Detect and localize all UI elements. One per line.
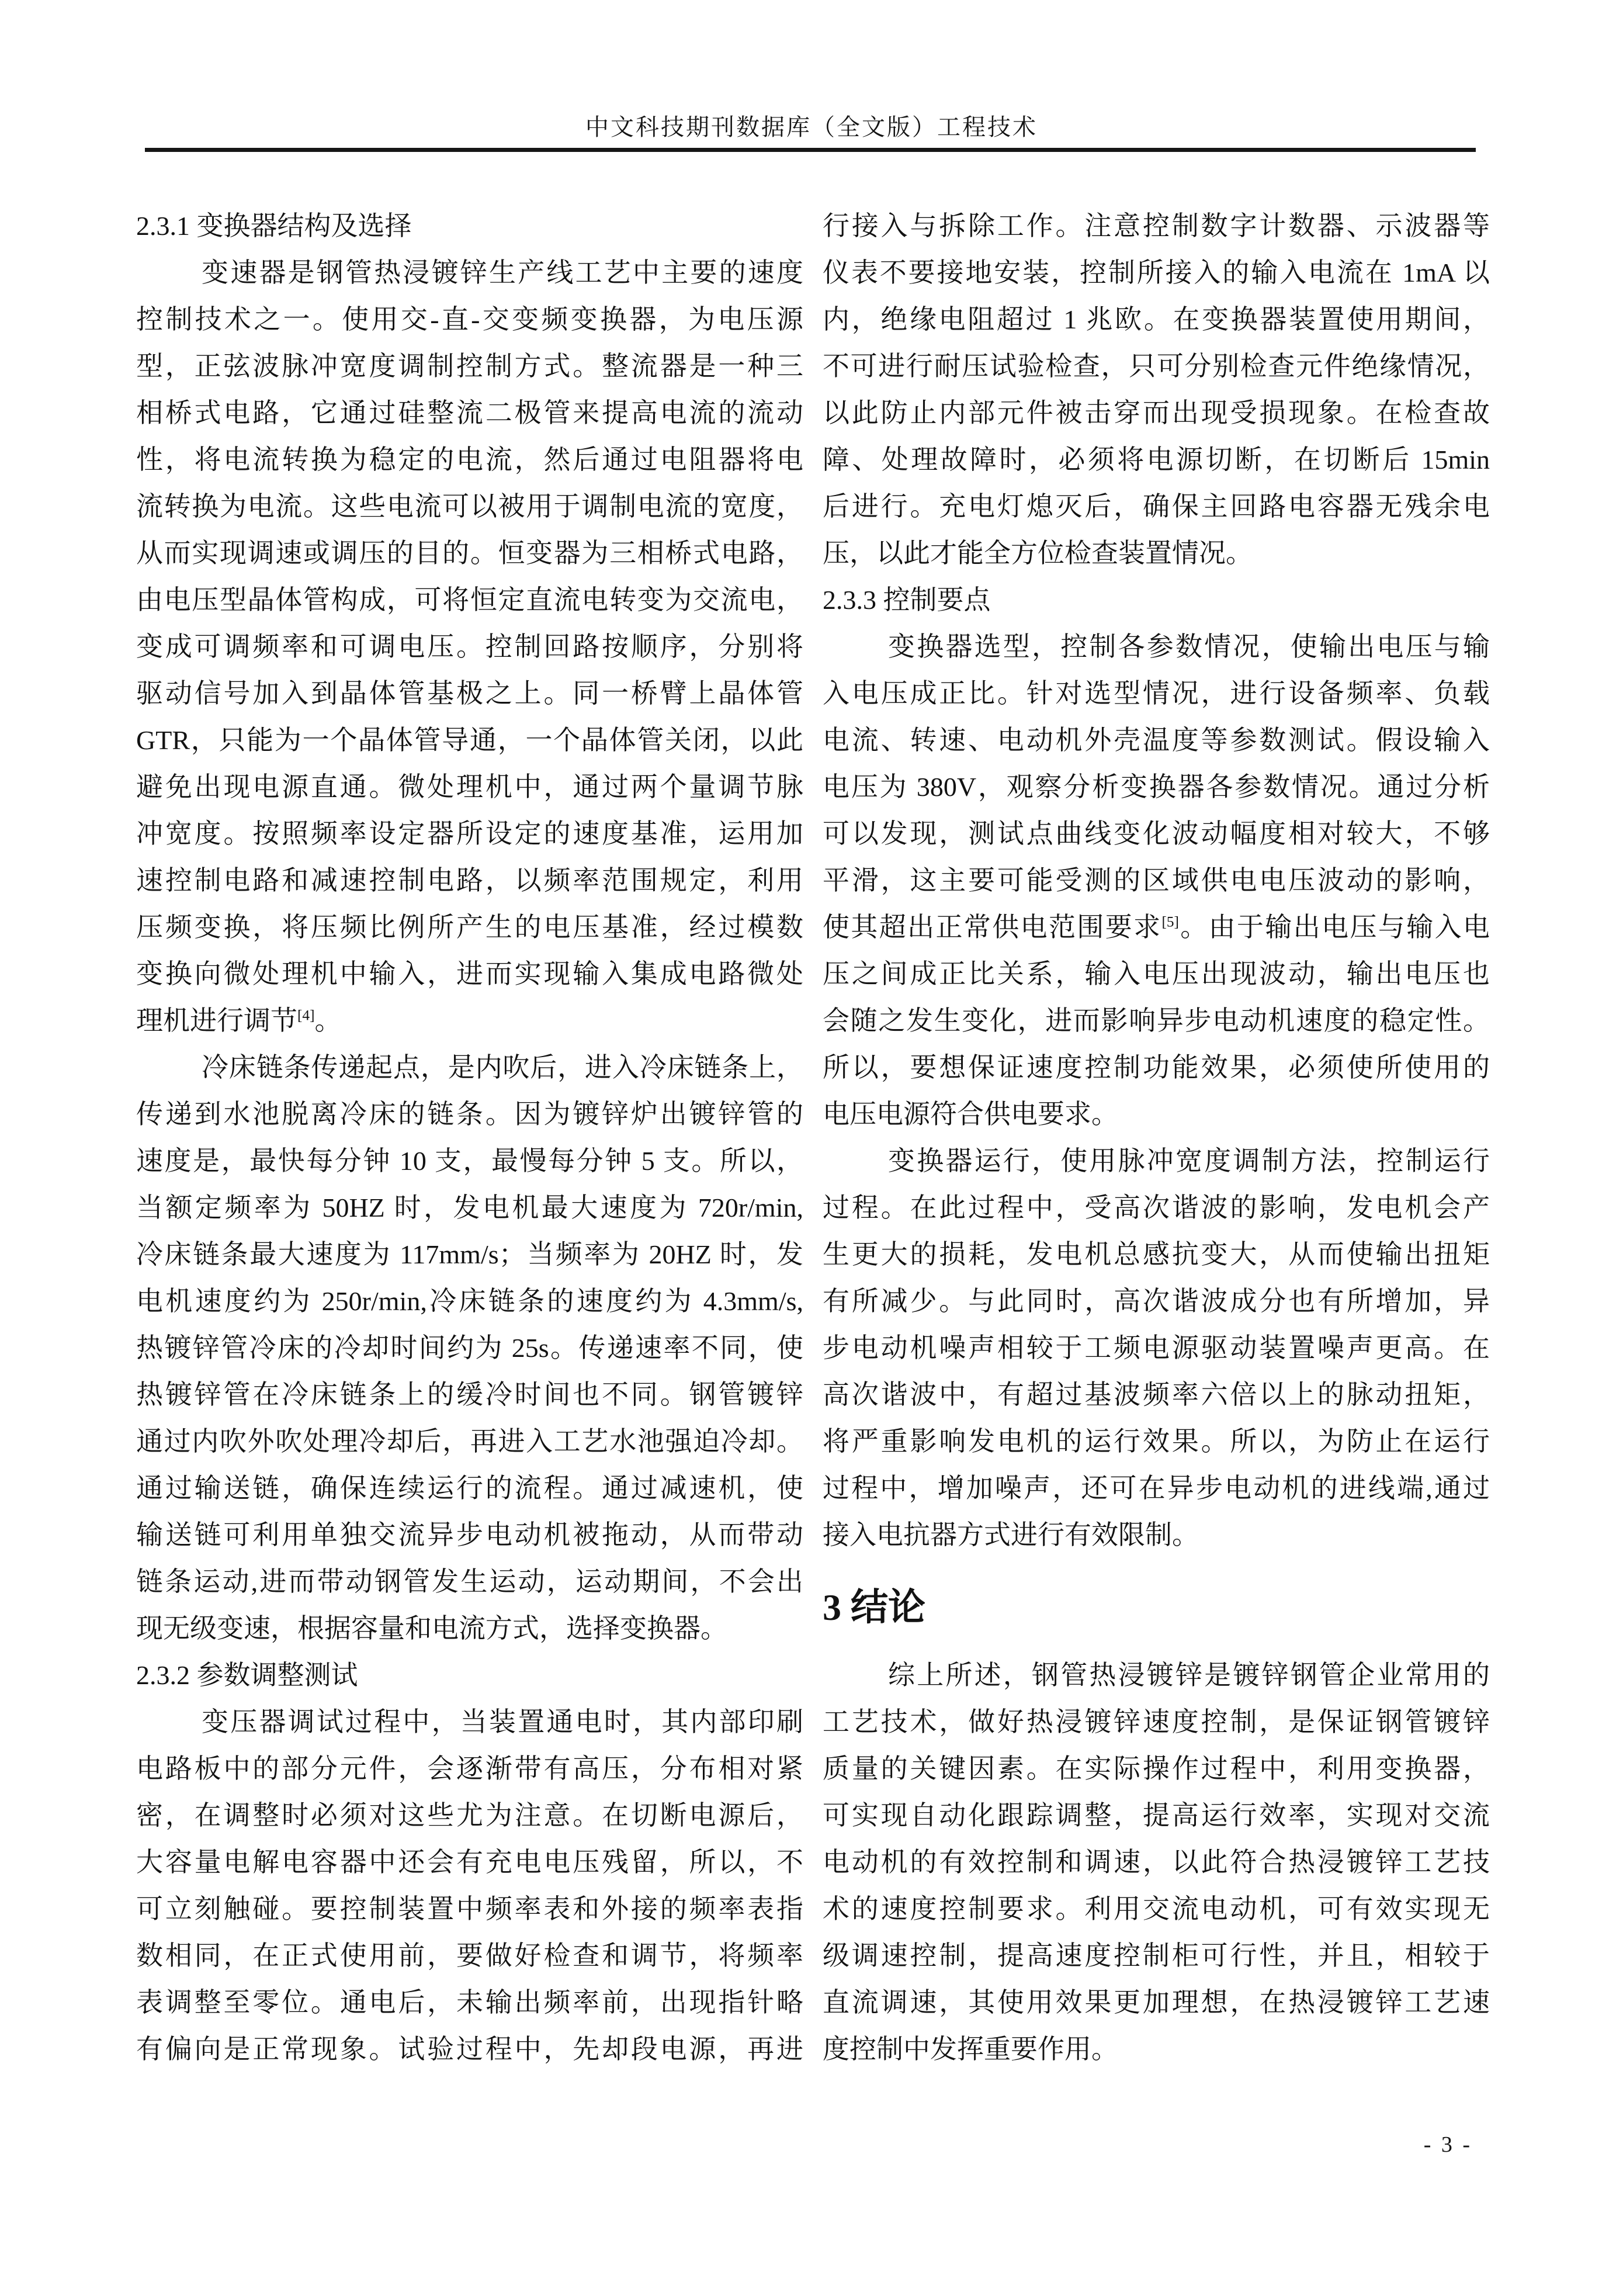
- text-line: 变速器是钢管热浸镀锌生产线工艺中主要的速度: [202, 258, 803, 288]
- text-line: 过程中，增加噪声，还可在异步电动机的进线端,通过: [823, 1473, 1490, 1503]
- text-line: 密，在调整时必须对这些尤为注意。在切断电源后，: [136, 1800, 803, 1830]
- text-line: 电压电源符合供电要求。: [823, 1099, 1118, 1129]
- text-line: 障、处理故障时，必须将电源切断，在切断后 15min: [823, 445, 1490, 475]
- subsection-heading: 2.3.2 参数调整测试: [136, 1660, 358, 1690]
- text-line: 级调速控制，提高速度控制柜可行性，并且，相较于: [823, 1941, 1490, 1971]
- text-line: 电压为 380V，观察分析变换器各参数情况。通过分析: [823, 772, 1490, 802]
- text-line: 将严重影响发电机的运行效果。所以，为防止在运行: [823, 1426, 1490, 1456]
- text-line: 直流调速，其使用效果更加理想，在热浸镀锌工艺速: [823, 1987, 1490, 2017]
- text-line: 性，将电流转换为稳定的电流，然后通过电阻器将电: [136, 445, 803, 475]
- text-line: 变换器运行，使用脉冲宽度调制方法，控制运行: [888, 1146, 1490, 1176]
- text-line: 仪表不要接地安装，控制所接入的输入电流在 1mA 以: [823, 258, 1490, 288]
- left-column: [136, 203, 803, 2073]
- citation-superscript: [5]: [1161, 913, 1179, 930]
- text-line: 接入电抗器方式进行有效限制。: [823, 1520, 1199, 1550]
- text-line: 压频变换，将压频比例所产生的电压基准，经过模数: [136, 912, 803, 942]
- text-line: 相桥式电路，它通过硅整流二极管来提高电流的流动: [136, 398, 803, 428]
- text-line: 型，正弦波脉冲宽度调制控制方式。整流器是一种三: [136, 351, 803, 381]
- text-line: 工艺技术，做好热浸镀锌速度控制，是保证钢管镀锌: [823, 1707, 1490, 1737]
- text-line: 从而实现调速或调压的目的。恒变器为三相桥式电路，: [136, 538, 803, 568]
- text-line: 后进行。充电灯熄灭后，确保主回路电容器无残余电: [823, 491, 1490, 521]
- text-line: 过程。在此过程中，受高次谐波的影响，发电机会产: [823, 1193, 1490, 1223]
- text-line: 生更大的损耗，发电机总感抗变大，从而使输出扭矩: [823, 1239, 1490, 1269]
- text-line: 当额定频率为 50HZ 时，发电机最大速度为 720r/min,: [136, 1193, 803, 1223]
- text-line: 热镀锌管在冷床链条上的缓冷时间也不同。钢管镀锌: [136, 1380, 803, 1410]
- text-line: 有偏向是正常现象。试验过程中，先却段电源，再进: [136, 2034, 803, 2064]
- text-line: 压，以此才能全方位检查装置情况。: [823, 538, 1253, 568]
- text-line: 控制技术之一。使用交-直-交变频变换器，为电压源: [136, 304, 803, 334]
- text-line: 使其超出正常供电范围要求[5]。由于输出电压与输入电: [823, 912, 1490, 942]
- text-line: 度控制中发挥重要作用。: [823, 2034, 1118, 2064]
- text-line: 冲宽度。按照频率设定器所设定的速度基准，运用加: [136, 819, 803, 849]
- text-line: 可以发现，测试点曲线变化波动幅度相对较大，不够: [823, 819, 1490, 849]
- text-line: 传递到水池脱离冷床的链条。因为镀锌炉出镀锌管的: [136, 1099, 803, 1129]
- text-line: 电流、转速、电动机外壳温度等参数测试。假设输入: [823, 725, 1490, 755]
- text-line: 压之间成正比关系，输入电压出现波动，输出电压也: [823, 959, 1490, 989]
- text-line: 通过输送链，确保连续运行的流程。通过减速机，使: [136, 1473, 803, 1503]
- text-line: 电动机的有效控制和调速，以此符合热浸镀锌工艺技: [823, 1847, 1490, 1877]
- text-line: 高次谐波中，有超过基波频率六倍以上的脉动扭矩，: [823, 1380, 1490, 1410]
- text-line: 理机进行调节[4]。: [136, 1006, 342, 1036]
- text-line: 通过内吹外吹处理冷却后，再进入工艺水池强迫冷却。: [136, 1426, 803, 1456]
- text-line: 内，绝缘电阻超过 1 兆欧。在变换器装置使用期间，: [823, 304, 1490, 334]
- subsection-heading: 2.3.3 控制要点: [823, 585, 991, 615]
- right-column: [823, 203, 1490, 2073]
- text-line: GTR，只能为一个晶体管导通，一个晶体管关闭，以此: [136, 725, 803, 755]
- text-line: 由电压型晶体管构成，可将恒定直流电转变为交流电，: [136, 585, 803, 615]
- text-line: 冷床链条最大速度为 117mm/s；当频率为 20HZ 时，发: [136, 1239, 803, 1269]
- text-line: 表调整至零位。通电后，未输出频率前，出现指针略: [136, 1987, 803, 2017]
- text-line: 变成可调频率和可调电压。控制回路按顺序，分别将: [136, 632, 803, 662]
- section-heading: 3 结论: [823, 1587, 925, 1628]
- text-line: 入电压成正比。针对选型情况，进行设备频率、负载: [823, 678, 1490, 708]
- text-line: 大容量电解电容器中还会有充电电压残留，所以，不: [136, 1847, 803, 1877]
- header-rule: [145, 148, 1476, 152]
- text-line: 可实现自动化跟踪调整，提高运行效率，实现对交流: [823, 1800, 1490, 1830]
- text-line: 变换向微处理机中输入，进而实现输入集成电路微处: [136, 959, 803, 989]
- text-line: 电机速度约为 250r/min,冷床链条的速度约为 4.3mm/s,: [136, 1286, 803, 1316]
- text-line: 避免出现电源直通。微处理机中，通过两个量调节脉: [136, 772, 803, 802]
- text-line: 电路板中的部分元件，会逐渐带有高压，分布相对紧: [136, 1754, 803, 1784]
- text-line: 输送链可利用单独交流异步电动机被拖动，从而带动: [136, 1520, 803, 1550]
- text-line: 综上所述，钢管热浸镀锌是镀锌钢管企业常用的: [888, 1660, 1490, 1690]
- text-line: 质量的关键因素。在实际操作过程中，利用变换器，: [823, 1754, 1490, 1784]
- text-line: 会随之发生变化，进而影响异步电动机速度的稳定性。: [823, 1006, 1490, 1036]
- text-line: 现无级变速，根据容量和电流方式，选择变换器。: [136, 1613, 727, 1643]
- citation-superscript: [4]: [297, 1007, 315, 1024]
- text-line: 热镀锌管冷床的冷却时间约为 25s。传递速率不同，使: [136, 1333, 803, 1363]
- text-line: 所以，要想保证速度控制功能效果，必须使所使用的: [823, 1052, 1490, 1082]
- journal-header-title: 中文科技期刊数据库（全文版）工程技术: [585, 114, 1038, 140]
- text-line: 平滑，这主要可能受测的区域供电电压波动的影响，: [823, 865, 1490, 895]
- text-line: 变换器选型，控制各参数情况，使输出电压与输: [888, 632, 1490, 662]
- text-line: 行接入与拆除工作。注意控制数字计数器、示波器等: [823, 211, 1490, 241]
- text-line: 流转换为电流。这些电流可以被用于调制电流的宽度，: [136, 491, 803, 521]
- text-line: 数相同，在正式使用前，要做好检查和调节，将频率: [136, 1941, 803, 1971]
- text-line: 速度是，最快每分钟 10 支，最慢每分钟 5 支。所以，: [136, 1146, 803, 1176]
- text-line: 术的速度控制要求。利用交流电动机，可有效实现无: [823, 1894, 1490, 1924]
- text-line: 链条运动,进而带动钢管发生运动，运动期间，不会出: [136, 1567, 803, 1597]
- text-line: 步电动机噪声相较于工频电源驱动装置噪声更高。在: [823, 1333, 1490, 1363]
- text-line: 可立刻触碰。要控制装置中频率表和外接的频率表指: [136, 1894, 803, 1924]
- text-line: 不可进行耐压试验检查，只可分别检查元件绝缘情况，: [823, 351, 1490, 381]
- subsection-heading: 2.3.1 变换器结构及选择: [136, 211, 412, 241]
- text-line: 以此防止内部元件被击穿而出现受损现象。在检查故: [823, 398, 1490, 428]
- text-line: 冷床链条传递起点，是内吹后，进入冷床链条上，: [202, 1052, 803, 1082]
- text-line: 速控制电路和减速控制电路，以频率范围规定，利用: [136, 865, 803, 895]
- text-line: 变压器调试过程中，当装置通电时，其内部印刷: [202, 1707, 803, 1737]
- text-line: 驱动信号加入到晶体管基极之上。同一桥臂上晶体管: [136, 678, 803, 708]
- page-number: - 3 -: [1423, 2132, 1472, 2157]
- text-line: 有所减少。与此同时，高次谐波成分也有所增加，异: [823, 1286, 1490, 1316]
